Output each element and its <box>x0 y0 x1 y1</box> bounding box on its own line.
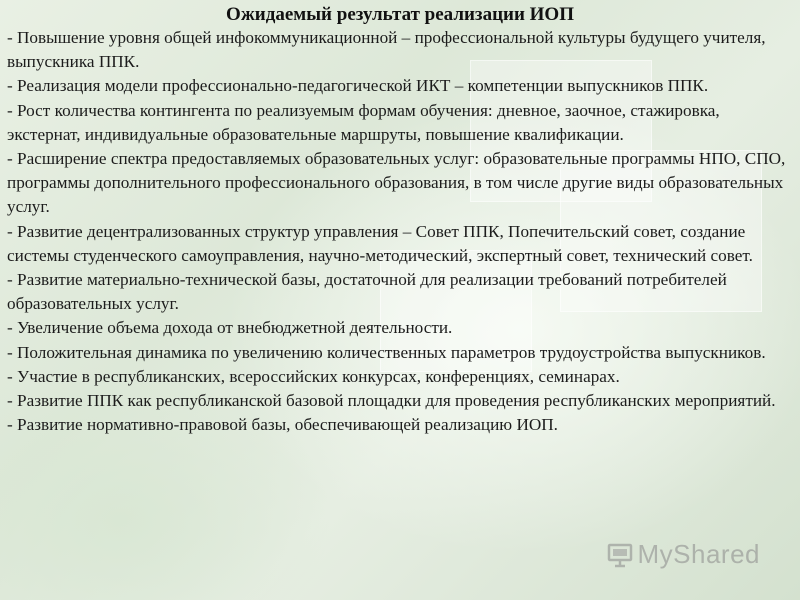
watermark-text: MyShared <box>637 539 760 569</box>
results-list <box>7 26 793 437</box>
list-item: - Повышение уровня общей инфокоммуникационной – профессиональной культуры будущего учителя, выпускника ППК. <box>7 28 766 72</box>
list-item: - Развитие децентрализованных структур управления – Совет ППК, Попечительский совет, создание системы студенческого самоуправления, научно-методический, экспертный совет, технический совет. <box>7 221 753 265</box>
list-item: - Увеличение объема дохода от внебюджетной деятельности. <box>7 318 453 338</box>
presentation-icon <box>606 541 634 569</box>
list-item: - Расширение спектра предоставляемых образовательных услуг: образовательные программы НПО, СПО, программы дополнительного профессионального образования, в том числе другие виды образовательных услуг. <box>7 149 786 217</box>
watermark <box>606 539 761 570</box>
list-item: - Реализация модели профессионально-педагогической ИКТ – компетенции выпускников ППК. <box>7 76 709 96</box>
slide-title: Ожидаемый результат реализации ИОП <box>226 4 574 25</box>
list-item: - Развитие материально-технической базы, достаточной для реализации требований потребителей образовательных услуг. <box>7 270 727 314</box>
list-item: - Участие в республиканских, всероссийских конкурсах, конференциях, семинарах. <box>7 366 620 386</box>
list-item: - Рост количества контингента по реализуемым формам обучения: дневное, заочное, стажировка, экстернат, индивидуальные образовательные маршруты, повышение квалификации. <box>7 100 720 144</box>
list-item: - Развитие нормативно-правовой базы, обеспечивающей реализацию ИОП. <box>7 415 558 435</box>
slide-content <box>7 4 793 437</box>
list-item: - Развитие ППК как республиканской базовой площадки для проведения республиканских мероприятий. <box>7 391 776 411</box>
list-item: - Положительная динамика по увеличению количественных параметров трудоустройства выпускников. <box>7 342 766 362</box>
